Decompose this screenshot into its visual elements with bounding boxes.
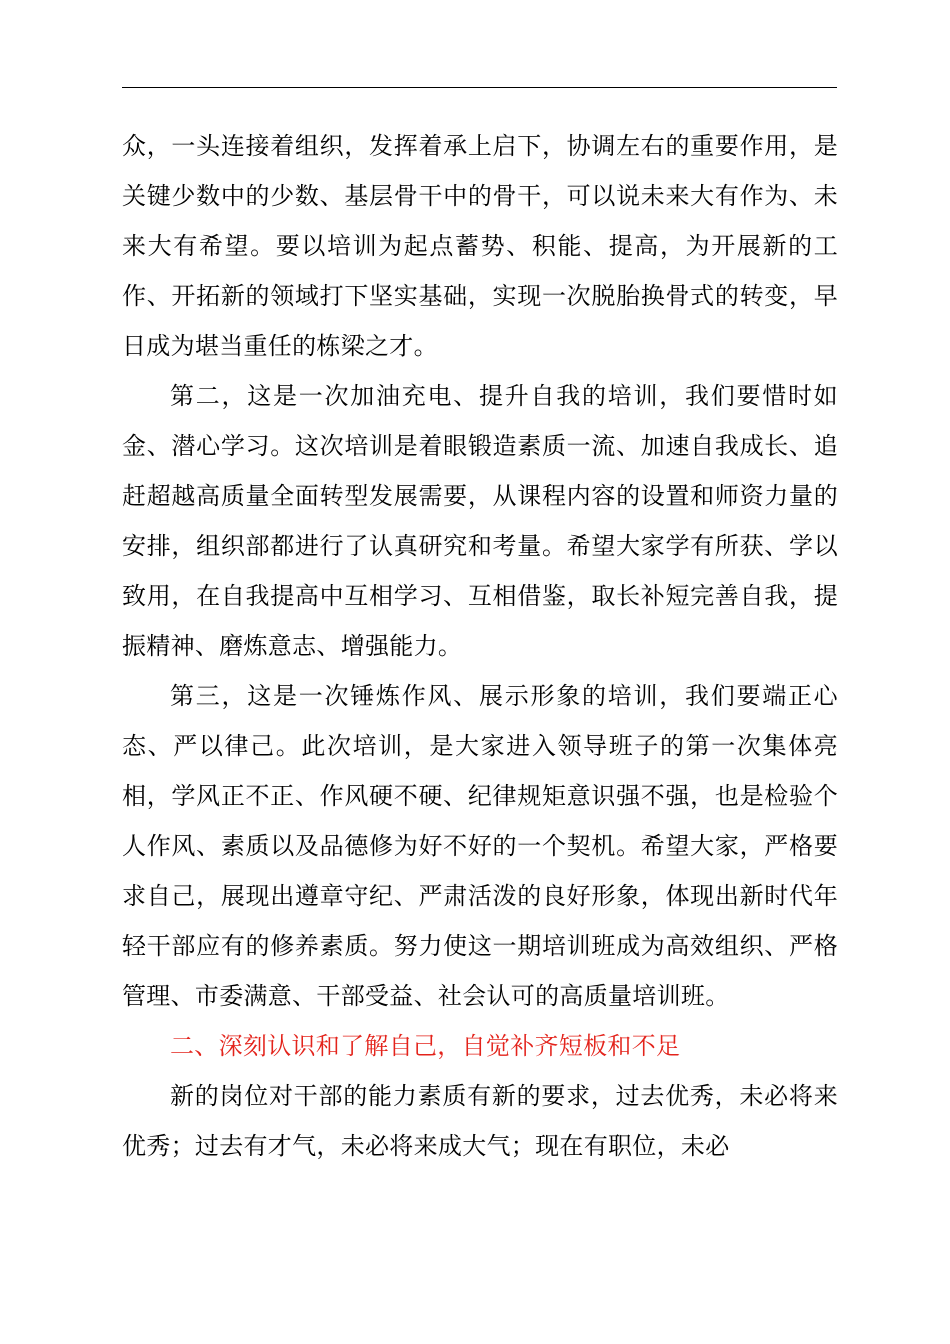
paragraph-third-point: 第三，这是一次锤炼作风、展示形象的培训，我们要端正心态、严以律己。此次培训，是大家进入领导班子的第一次集体亮相，学风正不正、作风硬不硬、纪律规矩意识强不强，也是检验个人作风、素质以及品德修为好不好的一个契机。希望大家，严格要求自己，展现出遵章守纪、严肃活泼的良好形象，体现出新时代年轻干部应有的修养素质。努力使这一期培训班成为高效组织、严格管理、市委满意、干部受益、社会认可的高质量培训班。	[122, 682, 838, 1010]
section-heading: 二、深刻认识和了解自己，自觉补齐短板和不足	[170, 1032, 681, 1060]
header-rule	[122, 87, 837, 88]
paragraph-section-intro: 新的岗位对干部的能力素质有新的要求，过去优秀，未必将来优秀；过去有才气，未必将来成大气；现在有职位，未必	[122, 1082, 838, 1160]
document-body	[122, 121, 838, 1171]
paragraph-continuation: 众，一头连接着组织，发挥着承上启下，协调左右的重要作用，是关键少数中的少数、基层骨干中的骨干，可以说未来大有作为、未来大有希望。要以培训为起点蓄势、积能、提高，为开展新的工作、开拓新的领域打下坚实基础，实现一次脱胎换骨式的转变，早日成为堪当重任的栋梁之才。	[122, 132, 838, 360]
paragraph-second-point: 第二，这是一次加油充电、提升自我的培训，我们要惜时如金、潜心学习。这次培训是着眼锻造素质一流、加速自我成长、追赶超越高质量全面转型发展需要，从课程内容的设置和师资力量的安排，组织部都进行了认真研究和考量。希望大家学有所获、学以致用，在自我提高中互相学习、互相借鉴，取长补短完善自我，提振精神、磨炼意志、增强能力。	[122, 382, 838, 660]
